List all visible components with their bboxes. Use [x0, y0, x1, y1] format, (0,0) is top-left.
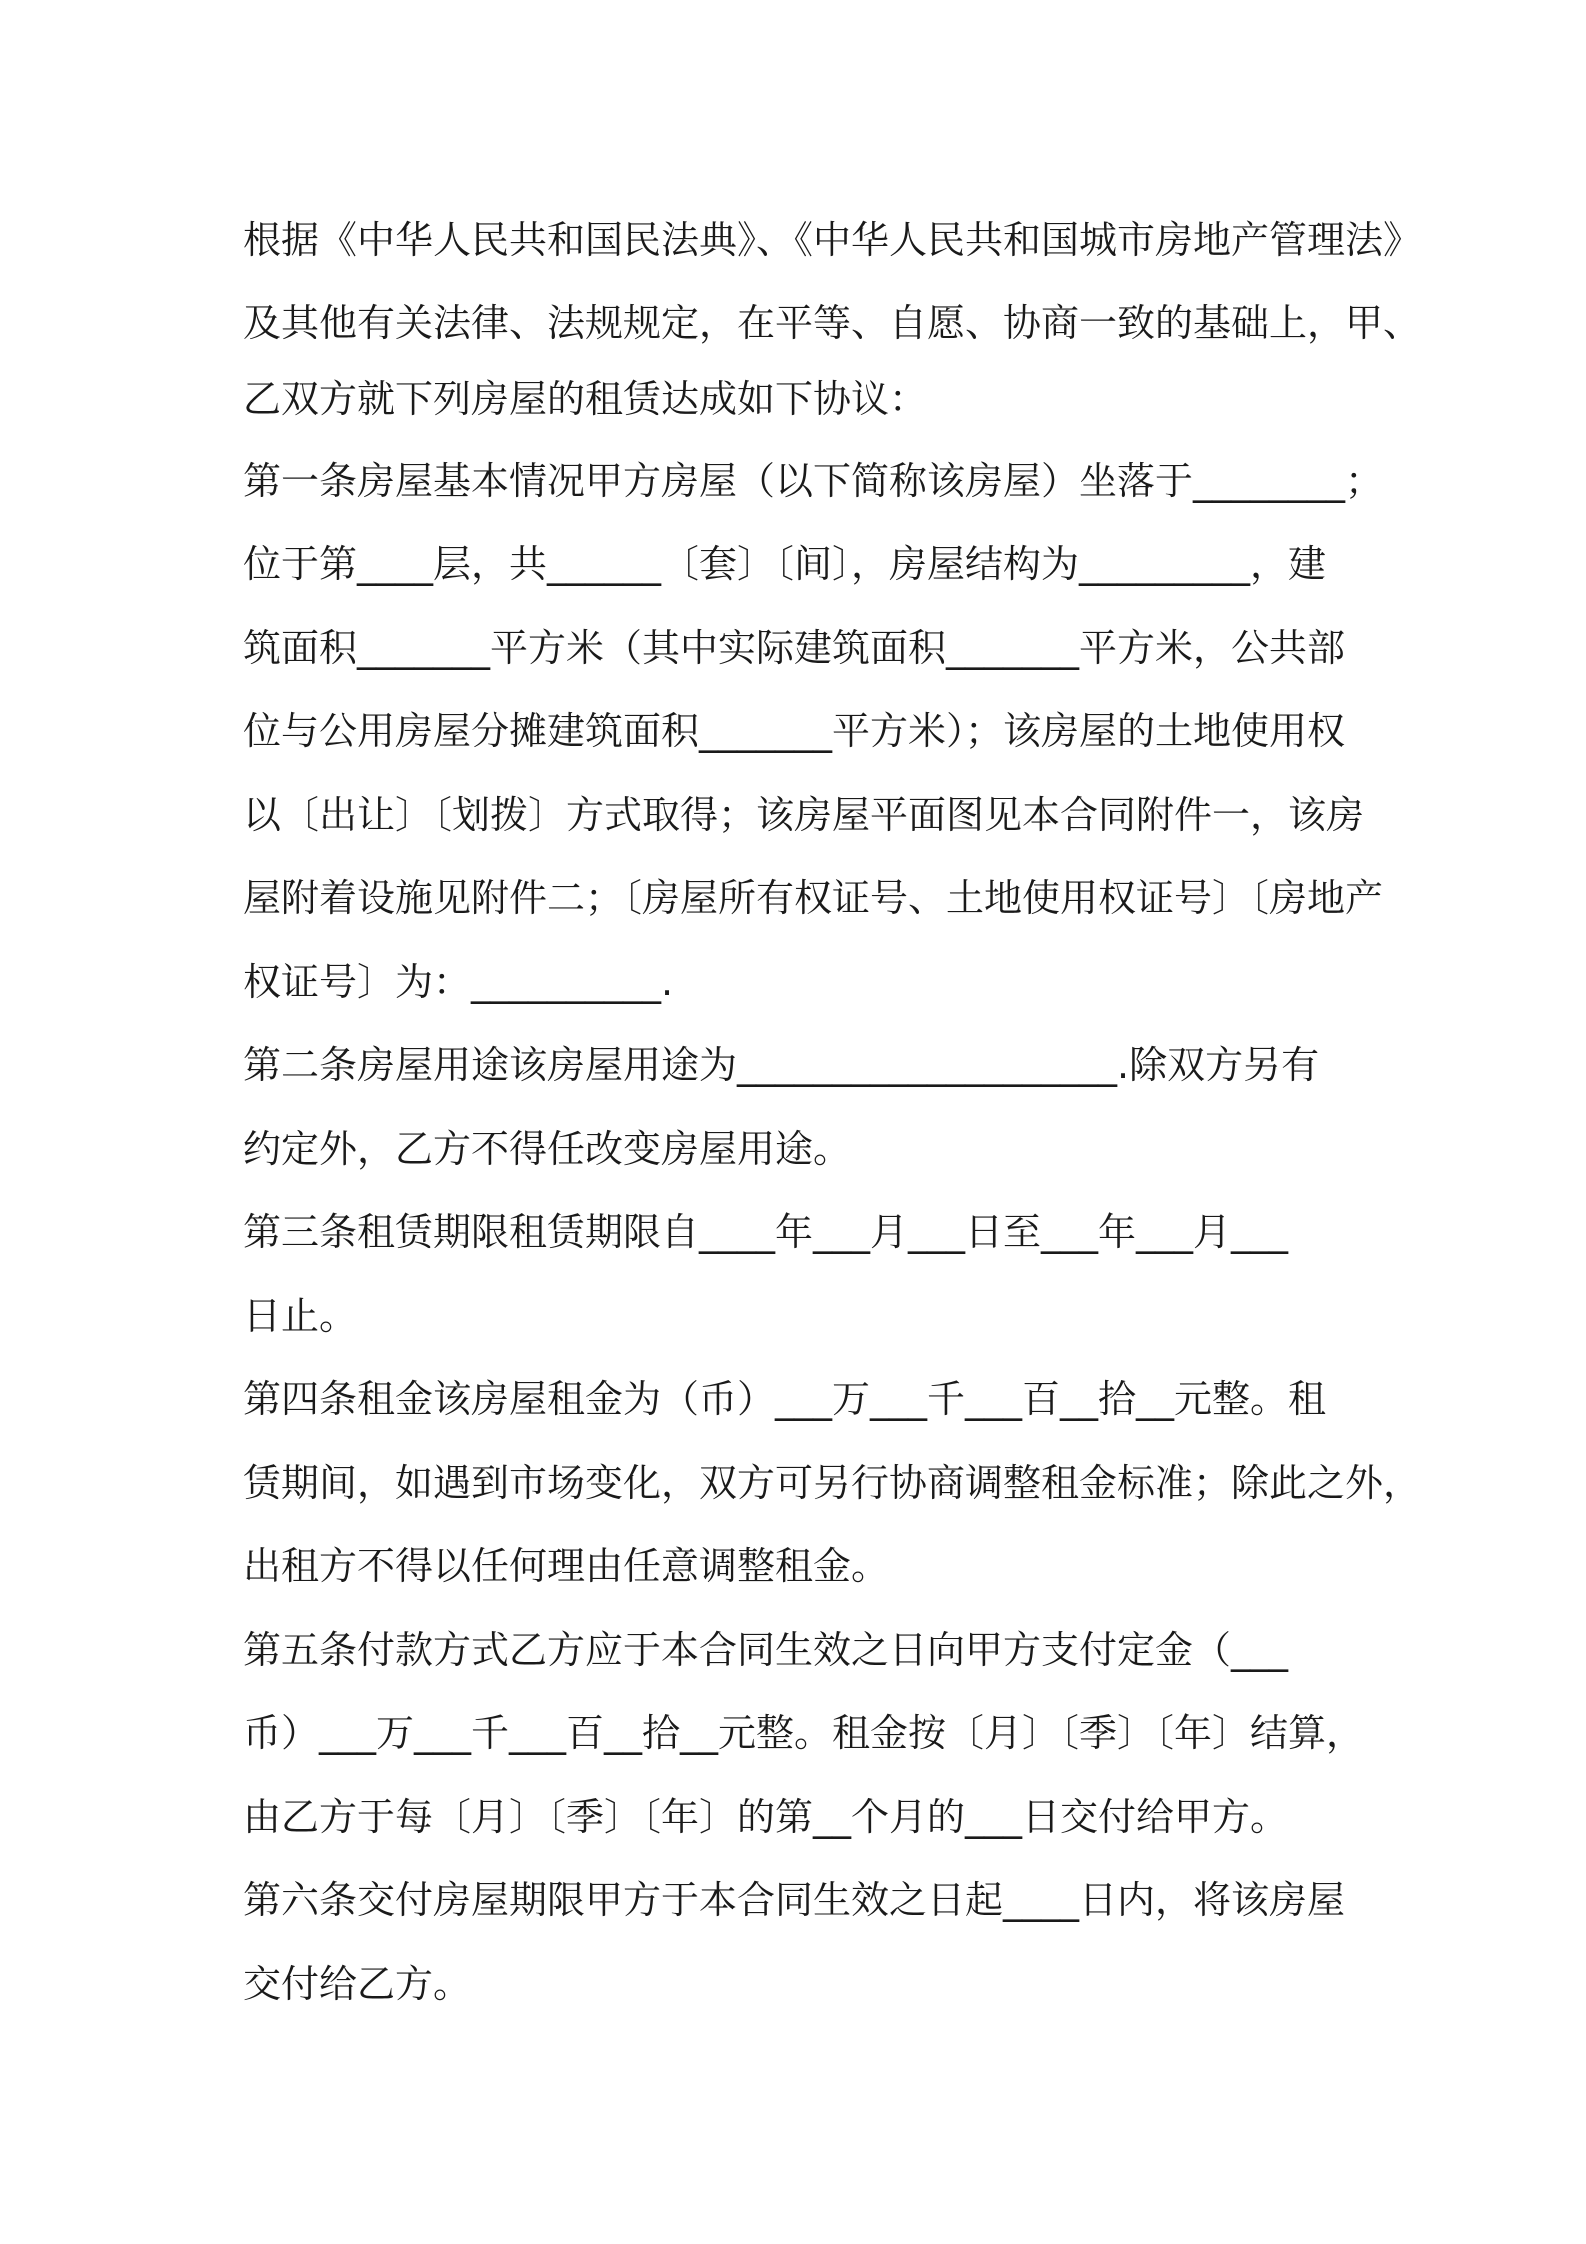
text-line: 乙双方就下列房屋的租赁达成如下协议：	[243, 377, 928, 421]
text-line: 赁期间，如遇到市场变化，双方可另行协商调整租金标准；除此之外，	[243, 1461, 1422, 1505]
text-line: 第三条租赁期限租赁期限自____年___月___日至___年___月___	[243, 1210, 1289, 1254]
text-line: 权证号〕为：__________.	[243, 960, 674, 1004]
text-line: 根据《中华人民共和国民法典》、《中华人民共和国城市房地产管理法》	[243, 218, 1422, 262]
text-line: 第五条付款方式乙方应于本合同生效之日向甲方支付定金（___	[243, 1628, 1289, 1672]
text-line: 位与公用房屋分摊建筑面积_______平方米）；该房屋的土地使用权	[243, 709, 1346, 753]
text-line: 由乙方于每〔月〕〔季〕〔年〕的第__个月的___日交付给甲方。	[243, 1795, 1289, 1839]
text-line: 日止。	[243, 1294, 358, 1338]
text-line: 约定外，乙方不得任改变房屋用途。	[243, 1127, 852, 1171]
text-line: 第一条房屋基本情况甲方房屋（以下简称该房屋）坐落于________；	[243, 459, 1384, 503]
text-line: 出租方不得以任何理由任意调整租金。	[243, 1544, 890, 1588]
text-line: 币）___万___千___百__拾__元整。租金按〔月〕〔季〕〔年〕结算，	[243, 1711, 1365, 1755]
text-line: 以〔出让〕〔划拨〕方式取得；该房屋平面图见本合同附件一，该房	[243, 793, 1365, 837]
text-line: 筑面积_______平方米（其中实际建筑面积_______平方米，公共部	[243, 626, 1346, 670]
text-line: 第二条房屋用途该房屋用途为____________________.除双方另有	[243, 1043, 1320, 1087]
text-line: 交付给乙方。	[243, 1962, 472, 2006]
text-line: 位于第____层，共______〔套〕〔间〕，房屋结构为_________，建	[243, 542, 1327, 586]
text-line: 第六条交付房屋期限甲方于本合同生效之日起____日内，将该房屋	[243, 1878, 1346, 1922]
text-line: 屋附着设施见附件二；〔房屋所有权证号、土地使用权证号〕〔房地产	[243, 876, 1384, 920]
text-line: 及其他有关法律、法规规定，在平等、自愿、协商一致的基础上，甲、	[243, 301, 1422, 345]
text-line: 第四条租金该房屋租金为（币）___万___千___百__拾__元整。租	[243, 1377, 1327, 1421]
